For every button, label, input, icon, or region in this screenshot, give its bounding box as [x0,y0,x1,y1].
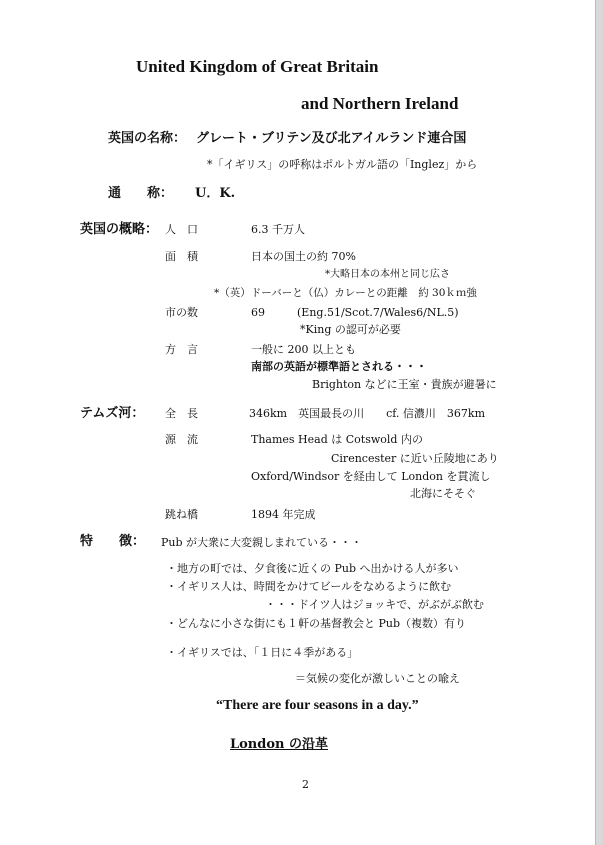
features-bullet1: ・地方の町では、夕食後に近くの Pub へ出かける人が多い [166,562,459,575]
bridge-label: 跳ね橋 [165,508,198,521]
overview-label: 英国の概略： [80,222,159,237]
thames-source-line3: Oxford/Windsor を経由して London を貫流し [251,470,491,483]
features-bullet3: ・どんなに小さな街にも１軒の基督教会と Pub（複数）有り [166,617,467,630]
features-bullet2: ・イギリス人は、時間をかけてビールをなめるように飲む [166,580,452,593]
title-line2: and Northern Ireland [301,94,459,113]
thames-source-line4: 北海にそそぐ [410,487,476,500]
dialect-line1: 一般に 200 以上とも [251,343,356,356]
area-note2: *（英）ドーバーと（仏）カレーとの距離 約 30ｋｍ強 [214,287,477,299]
cities-value: 69 [251,306,265,319]
common-label: 通 称： [108,186,174,201]
name-note: *「イギリス」の呼称はポルトガル語の「Inglez」から [207,158,478,171]
name-label: 英国の名称： [108,131,187,146]
cities-note: *King の認可が必要 [300,323,401,336]
thames-source-line1: Thames Head は Cotswold 内の [251,433,423,446]
cities-breakdown: (Eng.51/Scot.7/Wales6/NL.5) [297,306,459,319]
area-value: 日本の国土の約 70% [251,250,356,263]
thames-length-label: 全 長 [165,407,198,420]
thames-source-label: 源 流 [165,433,198,446]
population-value: 6.3 千万人 [251,223,305,236]
area-label: 面 積 [165,250,198,263]
features-bullet4: ・イギリスでは、「１日に４季がある」 [166,646,359,659]
features-bullet4-note: ＝気候の変化が激しいことの喩え [295,672,460,685]
bridge-value: 1894 年完成 [251,508,316,521]
seasons-quote: “There are four seasons in a day.” [216,698,419,713]
common-value: U．K. [195,186,236,201]
thames-source-line2: Cirencester に近い丘陵地にあり [331,452,499,465]
page-number: 2 [302,778,309,791]
area-note1: *大略日本の本州と同じ広さ [325,269,450,280]
population-label: 人 口 [165,223,198,236]
thames-length-value: 346km 英国最長の川 cf. 信濃川 367km [249,407,486,420]
name-value: グレート・ブリテン及び北アイルランド連合国 [196,131,467,146]
dialect-line3: Brighton などに王室・貴族が避暑に [312,378,497,391]
thames-label: テムズ河： [80,406,145,421]
features-label: 特 徴： [80,534,146,549]
cities-label: 市の数 [165,306,198,319]
dialect-label: 方 言 [165,343,198,356]
dialect-line2: 南部の英語が標準語とされる・・・ [251,360,427,373]
title-line1: United Kingdom of Great Britain [136,57,379,76]
section-heading: London の沿革 [230,737,329,752]
features-bullet2-cont: ・・・ドイツ人はジョッキで、がぶがぶ飲む [265,598,485,611]
page-edge [595,0,603,845]
features-intro: Pub が大衆に大変親しまれている・・・ [161,536,363,549]
